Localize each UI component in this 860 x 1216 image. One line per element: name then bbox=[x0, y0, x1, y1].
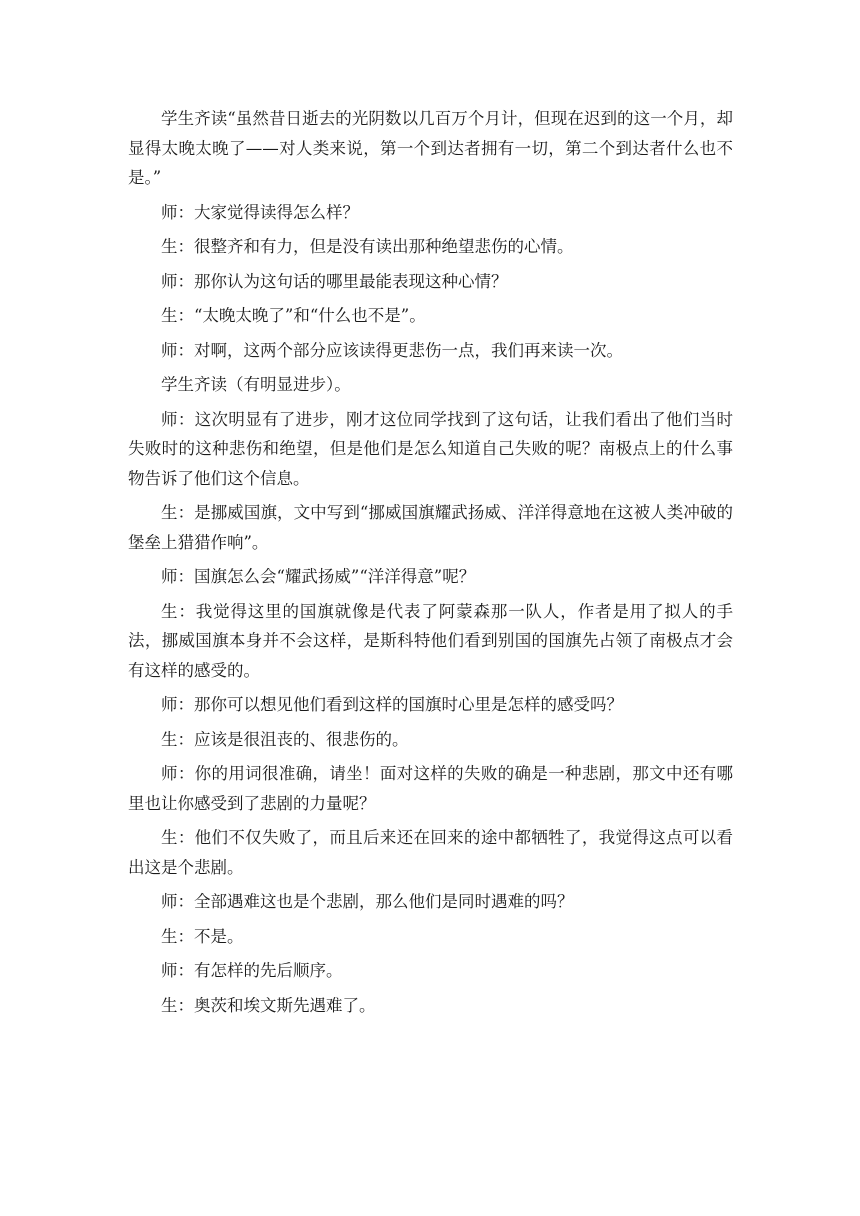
paragraph: 师：大家觉得读得怎么样？ bbox=[161, 202, 359, 222]
paragraph: 生：我觉得这里的国旗就像是代表了阿蒙森那一队人，作者是用了拟人的手法，挪威国旗本身并不会这样，是斯科特他们看到别国的国旗先占领了南极点才会有这样的感受的。 bbox=[128, 601, 733, 680]
paragraph: 师：国旗怎么会“耀武扬威”“洋洋得意”呢？ bbox=[161, 567, 476, 586]
paragraph: 生：他们不仅失败了，而且后来还在回来的途中都牺牲了，我觉得这点可以看出这是个悲剧。 bbox=[128, 828, 733, 877]
paragraph: 生：是挪威国旗，文中写到“挪威国旗耀武扬威、洋洋得意地在这被人类冲破的堡垒上猎猎作响”。 bbox=[128, 503, 733, 552]
paragraph: 生：很整齐和有力，但是没有读出那种绝望悲伤的心情。 bbox=[161, 237, 574, 256]
document-body bbox=[128, 104, 733, 1025]
paragraph: 生：不是。 bbox=[161, 926, 244, 946]
paragraph: 师：全部遇难这也是个悲剧，那么他们是同时遇难的吗？ bbox=[161, 892, 574, 911]
paragraph: 师：对啊，这两个部分应该读得更悲伤一点，我们再来读一次。 bbox=[161, 340, 623, 360]
paragraph: 师：那你可以想见他们看到这样的国旗时心里是怎样的感受吗？ bbox=[161, 695, 623, 714]
paragraph: 生：应该是很沮丧的、很悲伤的。 bbox=[161, 729, 409, 749]
paragraph: 学生齐读（有明显进步）。 bbox=[161, 375, 351, 394]
paragraph: 学生齐读“虽然昔日逝去的光阴数以几百万个月计，但现在迟到的这一个月，却显得太晚太晚了——对人类来说，第一个到达者拥有一切，第二个到达者什么也不是。” bbox=[128, 109, 733, 187]
paragraph: 师：那你认为这句话的哪里最能表现这种心情？ bbox=[161, 271, 508, 291]
paragraph: 生：奥茨和埃文斯先遇难了。 bbox=[161, 995, 376, 1015]
paragraph: 师：你的用词很准确，请坐！面对这样的失败的确是一种悲剧，那文中还有哪里也让你感受到了悲剧的力量呢？ bbox=[128, 764, 733, 813]
paragraph: 生：“太晚太晚了”和“什么也不是”。 bbox=[161, 306, 426, 325]
paragraph: 师：有怎样的先后顺序。 bbox=[161, 961, 343, 980]
paragraph: 师：这次明显有了进步，刚才这位同学找到了这句话，让我们看出了他们当时失败时的这种悲伤和绝望，但是他们是怎么知道自己失败的呢？南极点上的什么事物告诉了他们这个信息。 bbox=[128, 409, 733, 488]
